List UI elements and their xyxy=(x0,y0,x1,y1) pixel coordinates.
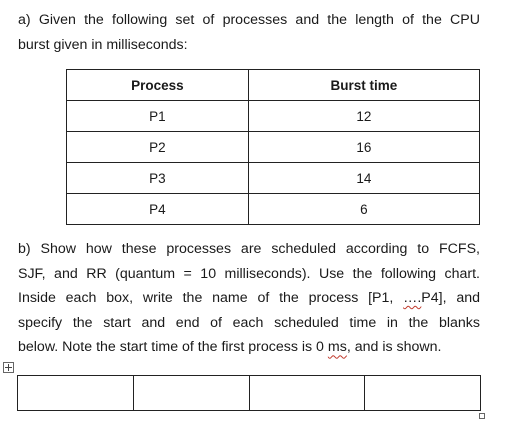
spelling-marked-ms: ms xyxy=(327,339,347,356)
table-row xyxy=(67,101,480,132)
table-move-handle-icon[interactable] xyxy=(3,362,14,373)
question-b-line-3 xyxy=(18,286,480,311)
question-b-line-5 xyxy=(18,335,480,360)
gantt-chart-cell[interactable] xyxy=(133,376,249,411)
process-cell: P4 xyxy=(67,194,249,225)
question-b-line-5-start: below. Note the start time of the first process is 0 xyxy=(18,339,328,356)
question-b-text xyxy=(18,237,480,360)
gantt-chart-cell[interactable] xyxy=(365,376,481,411)
table-row xyxy=(67,194,480,225)
question-b-line-4: specify the start and end of each scheduled time in the blanks xyxy=(18,314,480,331)
header-process: Process xyxy=(67,70,249,101)
header-burst-time: Burst time xyxy=(248,70,479,101)
question-b-line-5-end: , and is shown. xyxy=(346,339,442,356)
burst-cell: 12 xyxy=(248,101,479,132)
table-row xyxy=(67,132,480,163)
gantt-chart-cell[interactable] xyxy=(18,376,134,411)
burst-cell: 14 xyxy=(248,163,479,194)
table-row xyxy=(67,163,480,194)
gantt-chart-table xyxy=(17,375,481,411)
process-cell: P1 xyxy=(67,101,249,132)
process-table xyxy=(66,69,480,225)
burst-cell: 16 xyxy=(248,132,479,163)
burst-cell: 6 xyxy=(248,194,479,225)
question-a-line-2: burst given in milliseconds: xyxy=(18,36,188,53)
table-resize-handle-icon[interactable] xyxy=(479,413,485,419)
question-b-line-1: b) Show how these processes are scheduled according to FCFS, xyxy=(18,241,480,257)
process-cell: P3 xyxy=(67,163,249,194)
question-a-line-1: a) Given the following set of processes and the length of the CPU xyxy=(18,12,480,28)
question-b-line-3-start: Inside each box, write the name of the process [P1, xyxy=(18,290,404,307)
process-cell: P2 xyxy=(67,132,249,163)
question-a-text xyxy=(18,8,480,57)
question-b-line-3-end: P4], and xyxy=(421,290,480,307)
question-b-line-2: SJF, and RR (quantum = 10 milliseconds). Use the following chart. xyxy=(18,265,480,282)
gantt-chart-row xyxy=(18,376,481,411)
gantt-chart-cell[interactable] xyxy=(249,376,365,411)
process-table-header-row xyxy=(67,70,480,101)
spelling-marked-ellipsis: …. xyxy=(403,290,422,307)
